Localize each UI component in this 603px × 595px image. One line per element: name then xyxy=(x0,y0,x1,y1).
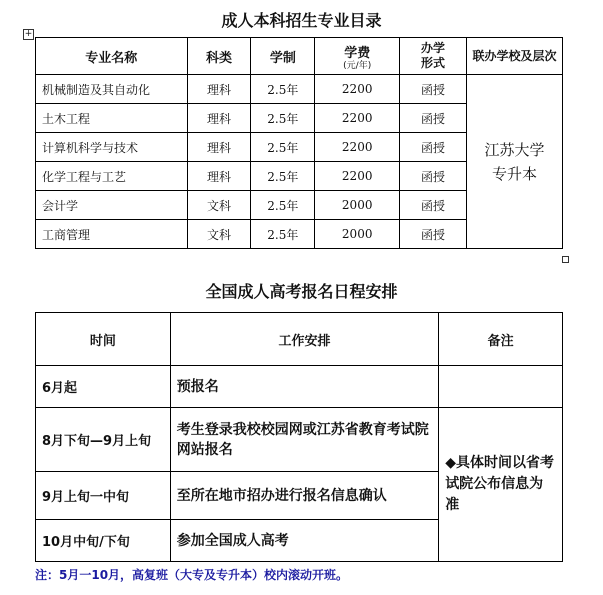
table-resize-handle-icon[interactable] xyxy=(562,256,569,263)
cell-category: 理科 xyxy=(187,133,251,162)
schedule-title: 全国成人高考报名日程安排 xyxy=(205,282,398,301)
table-header-row xyxy=(36,313,563,366)
table-row xyxy=(36,366,563,408)
cell-form: 函授 xyxy=(400,104,467,133)
schedule-table xyxy=(35,312,563,562)
cell-category: 理科 xyxy=(187,75,251,104)
cell-category: 理科 xyxy=(187,104,251,133)
cell-duration: 2.5年 xyxy=(251,162,315,191)
header-partner-label: 联办学校及层次 xyxy=(472,48,557,63)
table-row xyxy=(36,408,563,472)
header-form-label: 办学形式 xyxy=(421,41,446,70)
header-major: 专业名称 xyxy=(36,38,188,75)
cell-category: 理科 xyxy=(187,162,251,191)
cell-time: 6月起 xyxy=(36,366,171,408)
cell-work: 考生登录我校校园网或江苏省教育考试院网站报名 xyxy=(170,408,438,472)
header-form xyxy=(400,38,467,75)
header-time: 时间 xyxy=(36,313,171,366)
cell-duration: 2.5年 xyxy=(251,220,315,249)
cell-major: 化学工程与工艺 xyxy=(36,162,188,191)
cell-time: 8月下旬—9月上旬 xyxy=(36,408,171,472)
cell-tuition: 2200 xyxy=(315,104,400,133)
cell-work: 至所在地市招办进行报名信息确认 xyxy=(170,472,438,520)
cell-time: 10月中旬/下旬 xyxy=(36,520,171,562)
catalog-title: 成人本科招生专业目录 xyxy=(221,11,382,30)
header-category: 科类 xyxy=(187,38,251,75)
cell-form: 函授 xyxy=(400,191,467,220)
cell-form: 函授 xyxy=(400,75,467,104)
header-partner xyxy=(466,38,562,75)
partner-line1: 江苏大学 xyxy=(484,140,545,159)
header-tuition xyxy=(315,38,400,75)
cell-duration: 2.5年 xyxy=(251,191,315,220)
cell-work: 预报名 xyxy=(170,366,438,408)
cell-major: 计算机科学与技术 xyxy=(36,133,188,162)
cell-major: 土木工程 xyxy=(36,104,188,133)
cell-tuition: 2200 xyxy=(315,133,400,162)
header-tuition-unit: (元/年) xyxy=(343,60,372,71)
header-remark: 备注 xyxy=(439,313,563,366)
cell-partner-merged xyxy=(466,75,562,249)
cell-form: 函授 xyxy=(400,133,467,162)
footer-note: 注：5月一10月，高复班（大专及专升本）校内滚动开班。 xyxy=(35,568,349,582)
header-work: 工作安排 xyxy=(170,313,438,366)
cell-major: 机械制造及其自动化 xyxy=(36,75,188,104)
cell-tuition: 2200 xyxy=(315,162,400,191)
table-row xyxy=(36,75,563,104)
cell-work: 参加全国成人高考 xyxy=(170,520,438,562)
cell-form: 函授 xyxy=(400,220,467,249)
cell-tuition: 2200 xyxy=(315,75,400,104)
cell-form: 函授 xyxy=(400,162,467,191)
cell-duration: 2.5年 xyxy=(251,133,315,162)
cell-major: 工商管理 xyxy=(36,220,188,249)
cell-major: 会计学 xyxy=(36,191,188,220)
cell-remark-empty xyxy=(439,366,563,408)
cell-tuition: 2000 xyxy=(315,220,400,249)
major-catalog-table xyxy=(35,37,563,249)
cell-remark: ◆具体时间以省考试院公布信息为准 xyxy=(439,408,563,562)
header-duration: 学制 xyxy=(251,38,315,75)
cell-duration: 2.5年 xyxy=(251,75,315,104)
partner-line2: 专升本 xyxy=(491,164,537,183)
header-tuition-label: 学费 xyxy=(344,45,371,61)
cell-category: 文科 xyxy=(187,220,251,249)
table-move-handle-icon[interactable]: + xyxy=(24,29,33,39)
cell-duration: 2.5年 xyxy=(251,104,315,133)
cell-category: 文科 xyxy=(187,191,251,220)
table-header-row xyxy=(36,38,563,75)
cell-time: 9月上旬一中旬 xyxy=(36,472,171,520)
cell-tuition: 2000 xyxy=(315,191,400,220)
